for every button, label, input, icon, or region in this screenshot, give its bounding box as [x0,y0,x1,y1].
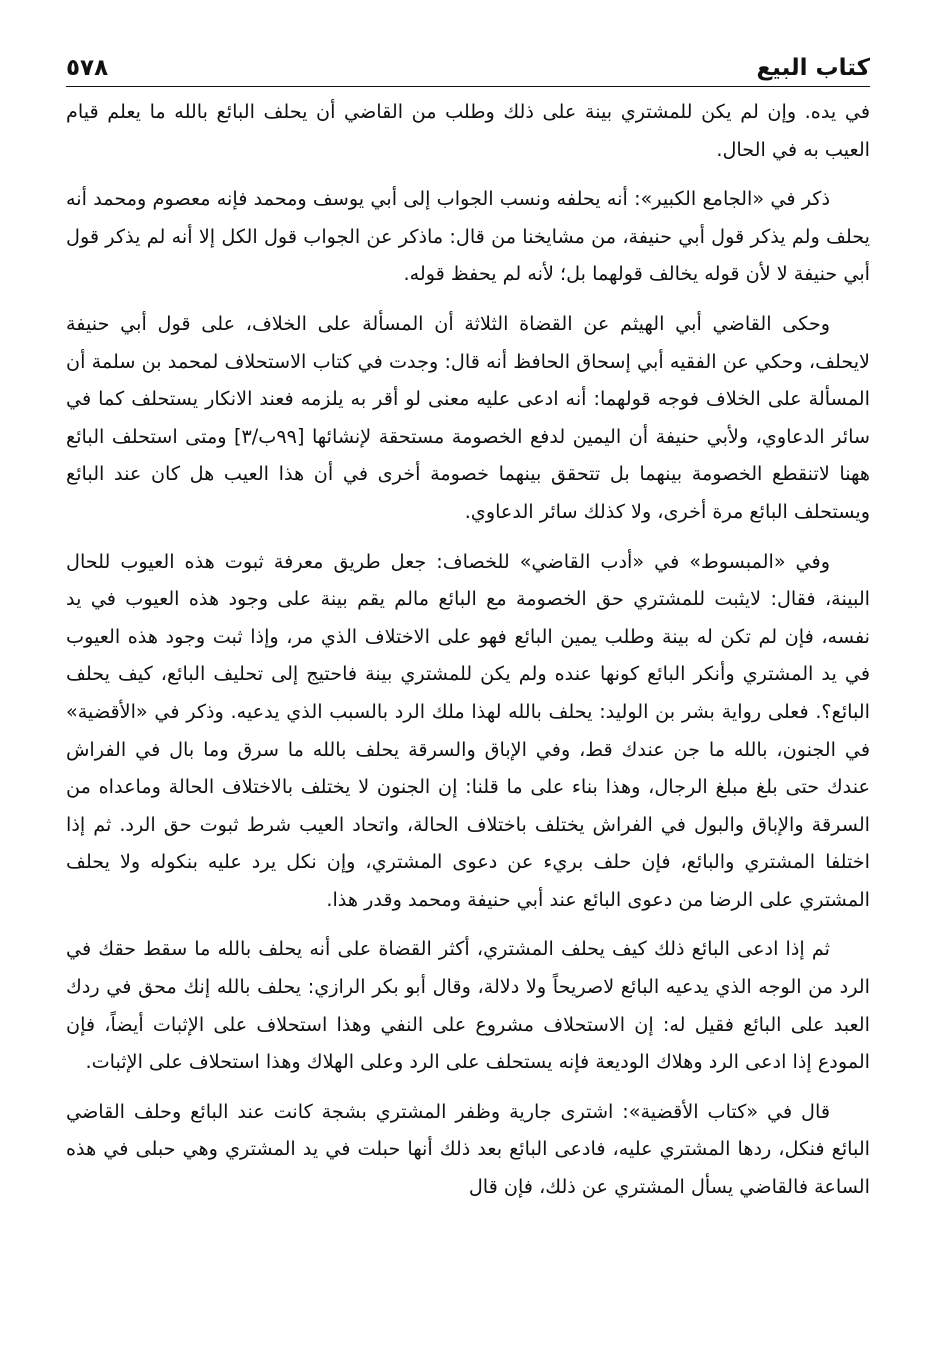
page-header [66,40,870,87]
running-title: كتاب البيع [756,55,870,81]
paragraph: وفي «المبسوط» في «أدب القاضي» للخصاف: جعل طريق معرفة ثبوت هذه العيوب للحال البينة، فقال: لايثبت للمشتري حق الخصومة مع البائع مالم يقم بينة على وجود هذه العيوب في يد نفسه، فإن لم تكن له بينة وطلب يمين البائع فهو على الاختلاف الذي مر، وإذا ثبت وجود هذه العيوب في يد المشتري وأنكر البائع كونها عنده ولم يكن للمشتري بينة فاحتيج إلى تحليف البائع، كيف يحلف البائع؟. فعلى رواية بشر بن الوليد: يحلف بالله لهذا ملك الرد بالسبب الذي يدعيه. وذكر في «الأقضية» في الجنون، بالله ما جن عندك قط، وفي الإباق والسرقة يحلف بالله ما سرق وما بال في الفراش عندك حتى بلغ مبلغ الرجال، وهذا بناء على ما قلنا: إن الجنون لا يختلف بالاختلاف الحالة وماعداه من السرقة والإباق والبول في الفراش يختلف باختلاف الحالة، واتحاد العيب شرط ثبوت حق الرد. ثم إذا اختلفا المشتري والبائع، فإن حلف بريء عن دعوى المشتري، وإن نكل يرد عليه بنكوله ولا يحلف المشتري على الرضا من دعوى البائع عند أبي حنيفة ومحمد وقدر هذا. [66,549,870,911]
paragraph: وحكى القاضي أبي الهيثم عن القضاة الثلاثة أن المسألة على الخلاف، على قول أبي حنيفة لايحلف، وحكي عن الفقيه أبي إسحاق الحافظ أنه قال: وجدت في كتاب الاستحلاف لمحمد بن سلمة أن المسألة على الخلاف فوجه قولهما: أنه ادعى عليه معنى لو أقر به يلزمه فعند الانكار يستحلف كما في سائر الدعاوي، ولأبي حنيفة أن اليمين لدفع الخصومة مستحقة لإنشائها [٩٩ب/٣] ومتى استحلف البائع ههنا لاتنقطع الخصومة بينهما بل تتحقق بينهما خصومة أخرى في أن هذا العيب هل كان عند البائع ويستحلف البائع مرة أخرى، ولا كذلك سائر الدعاوي. [66,311,870,523]
paragraph: قال في «كتاب الأقضية»: اشترى جارية وظفر المشتري بشجة كانت عند البائع وحلف القاضي البائع فنكل، ردها المشتري عليه، فادعى البائع بعد ذلك أنها حبلت في يد المشتري وهي حبلى في هذه الساعة فالقاضي يسأل المشتري عن ذلك، فإن قال [66,1099,870,1199]
paragraph: في يده. وإن لم يكن للمشتري بينة على ذلك وطلب من القاضي أن يحلف البائع بالله ما يعلم قيام العيب به في الحال. [66,100,870,161]
body-text [66,93,870,1206]
paragraph: ثم إذا ادعى البائع ذلك كيف يحلف المشتري، أكثر القضاة على أنه يحلف بالله ما سقط حقك في الرد من الوجه الذي يدعيه البائع لاصريحاً ولا دلالة، وقال أبو بكر الرازي: يحلف بالله إنك محق في ردك العبد على البائع فقيل له: إن الاستحلاف مشروع على النفي وهذا استحلاف على الإثبات أيضاً، فإن المودع إذا ادعى الرد وهلاك الوديعة فإنه يستحلف على الرد وعلى الهلاك وهذا استحلاف على الإثبات. [66,937,870,1074]
paragraph: ذكر في «الجامع الكبير»: أنه يحلفه ونسب الجواب إلى أبي يوسف ومحمد فإنه معصوم ومحمد أنه يحلف ولم يذكر قول أبي حنيفة، من مشايخنا من قال: ماذكر عن الجواب قول الكل إلا أنه لم يذكر قول أبي حنيفة لا لأن قوله يخالف قولهما بل؛ لأنه لم يحفظ قوله. [66,187,870,286]
page-number: ٥٧٨ [66,55,109,81]
